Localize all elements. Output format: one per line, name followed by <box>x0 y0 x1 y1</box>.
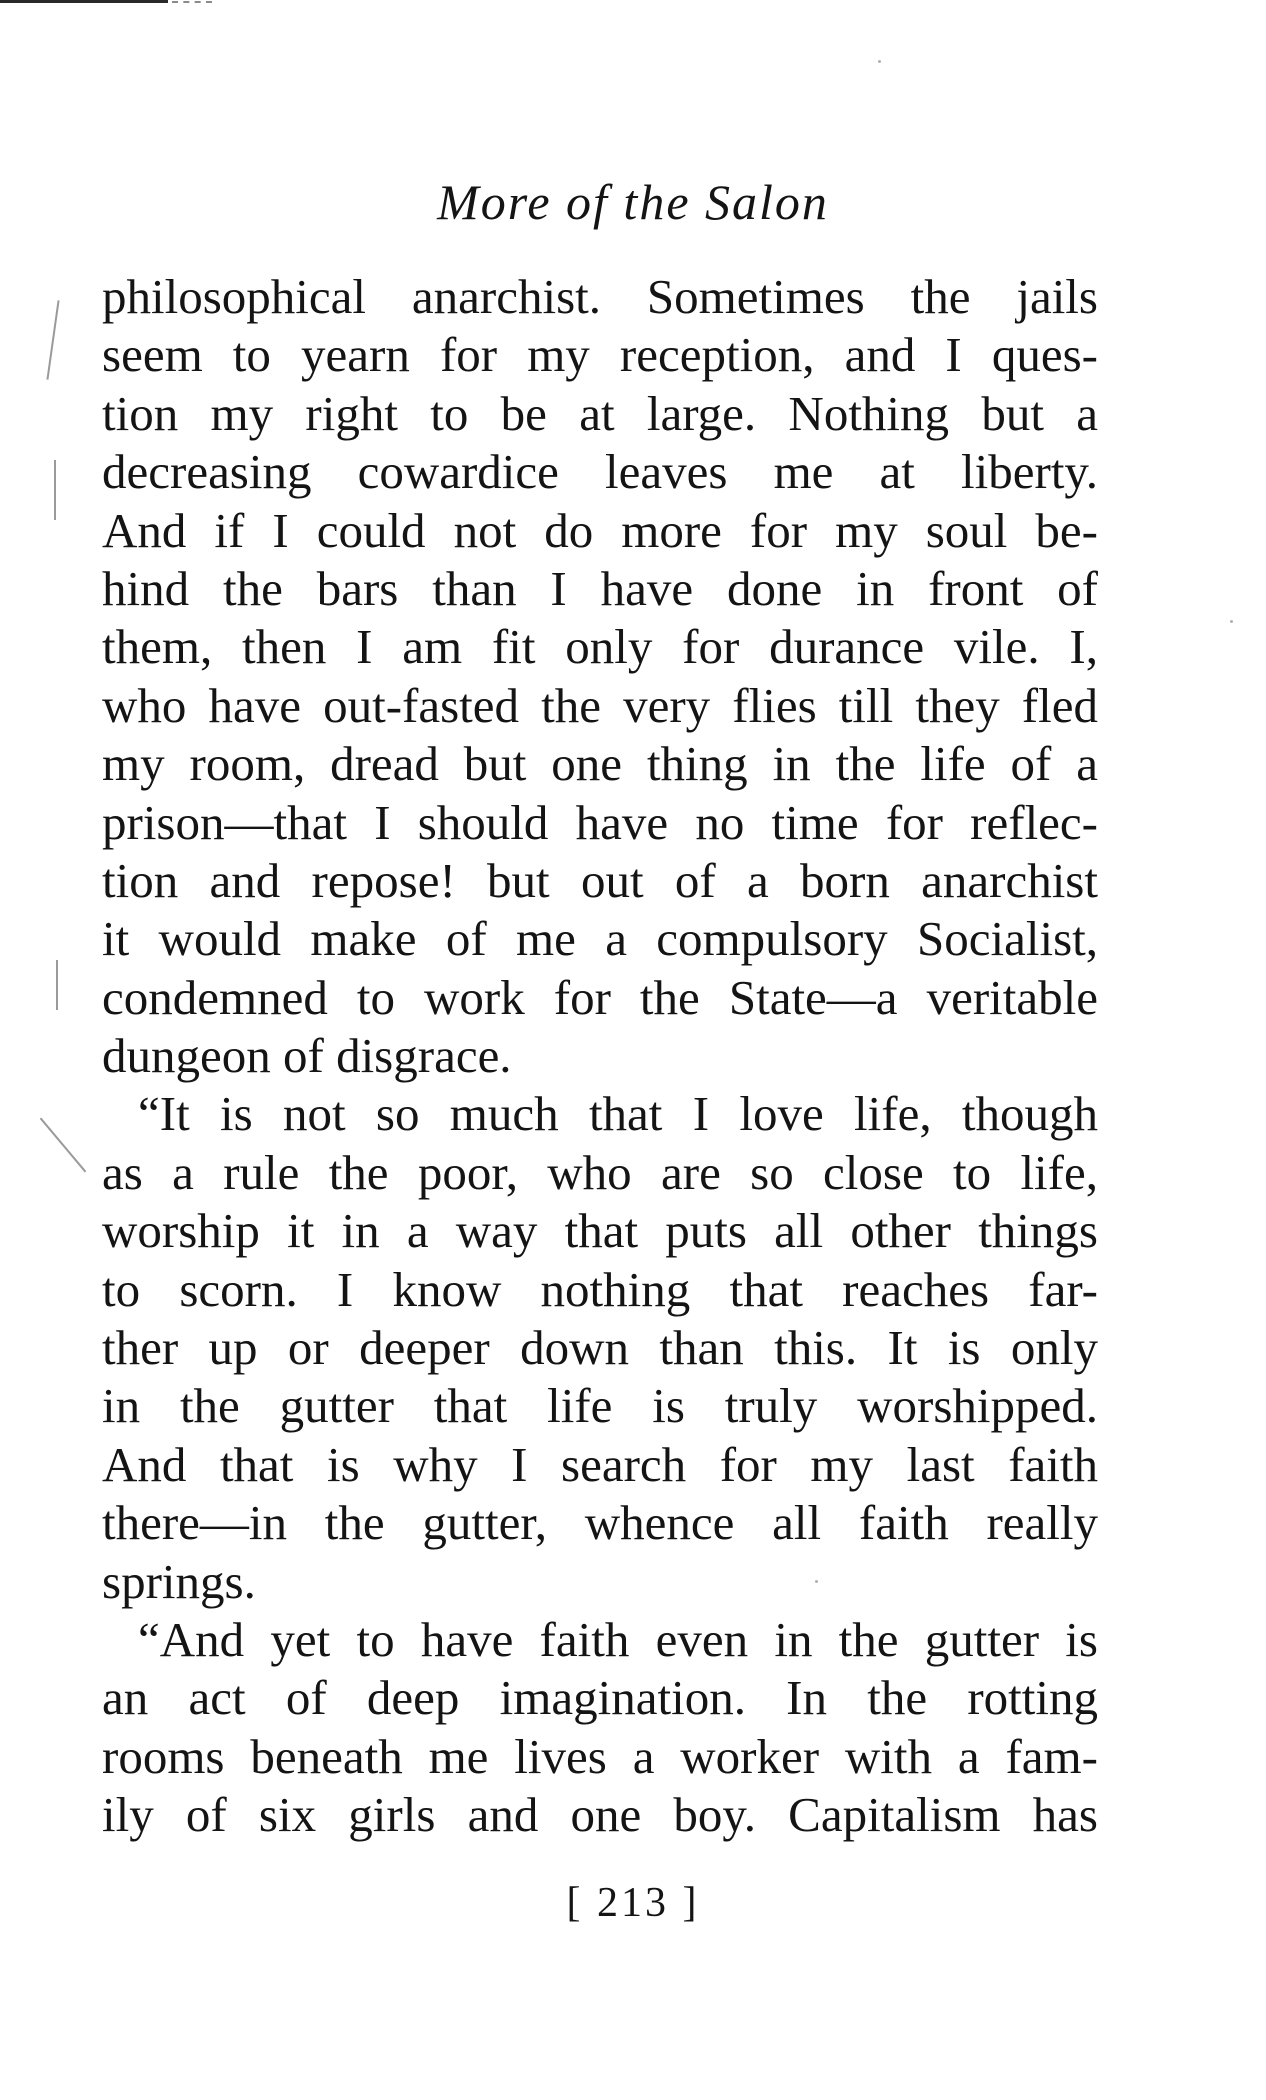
scan-edge-rule <box>0 0 168 3</box>
text-line: ther up or deeper down than this. It is only <box>102 1320 1098 1376</box>
scan-speck <box>815 1580 818 1583</box>
margin-pencil-mark <box>46 300 59 379</box>
text-line: condemned to work for the State—a veritable <box>102 969 1098 1025</box>
text-line: as a rule the poor, who are so close to life, <box>102 1144 1098 1200</box>
margin-pencil-mark <box>40 1118 87 1173</box>
scan-speck <box>878 60 881 63</box>
body-text <box>102 268 1098 1845</box>
text-line: seem to yearn for my reception, and I ques- <box>102 327 1098 383</box>
text-line: And if I could not do more for my soul be- <box>102 502 1098 558</box>
text-line: ily of six girls and one boy. Capitalism has <box>102 1787 1098 1843</box>
text-line: it would make of me a compulsory Socialist, <box>102 911 1098 967</box>
running-head: More of the Salon <box>437 174 829 230</box>
scan-speck <box>1230 620 1233 623</box>
margin-pencil-mark <box>54 460 56 520</box>
text-line: “And yet to have faith even in the gutter is <box>138 1611 1098 1667</box>
text-line: to scorn. I know nothing that reaches far- <box>102 1261 1098 1317</box>
text-line: hind the bars than I have done in front of <box>102 560 1098 616</box>
text-line: worship it in a way that puts all other things <box>102 1203 1098 1259</box>
text-line: springs. <box>102 1553 256 1609</box>
text-line: dungeon of disgrace. <box>102 1028 512 1084</box>
text-line: there—in the gutter, whence all faith really <box>102 1495 1098 1551</box>
paragraph-2 <box>102 1085 1098 1611</box>
text-line: And that is why I search for my last faith <box>102 1436 1098 1492</box>
text-line: rooms beneath me lives a worker with a fam- <box>102 1728 1098 1784</box>
paragraph-3 <box>102 1611 1098 1845</box>
text-line: an act of deep imagination. In the rotting <box>102 1670 1098 1726</box>
text-line: them, then I am fit only for durance vile. I, <box>102 619 1098 675</box>
text-line: decreasing cowardice leaves me at liberty. <box>102 444 1098 500</box>
text-line: in the gutter that life is truly worshipped. <box>102 1378 1098 1434</box>
text-line: “It is not so much that I love life, though <box>138 1086 1098 1142</box>
text-line: philosophical anarchist. Sometimes the jails <box>102 269 1098 324</box>
text-line: tion my right to be at large. Nothing but a <box>102 385 1098 441</box>
text-line: prison—that I should have no time for reflec- <box>102 794 1098 850</box>
text-line: my room, dread but one thing in the life of a <box>102 736 1098 792</box>
text-line: tion and repose! but out of a born anarchist <box>102 852 1098 908</box>
margin-pencil-mark <box>56 960 58 1010</box>
scan-edge-dash <box>172 1 212 3</box>
page-number: [ 213 ] <box>566 1880 700 1926</box>
paragraph-1 <box>102 268 1098 1085</box>
text-line: who have out-fasted the very flies till they fled <box>102 677 1098 733</box>
